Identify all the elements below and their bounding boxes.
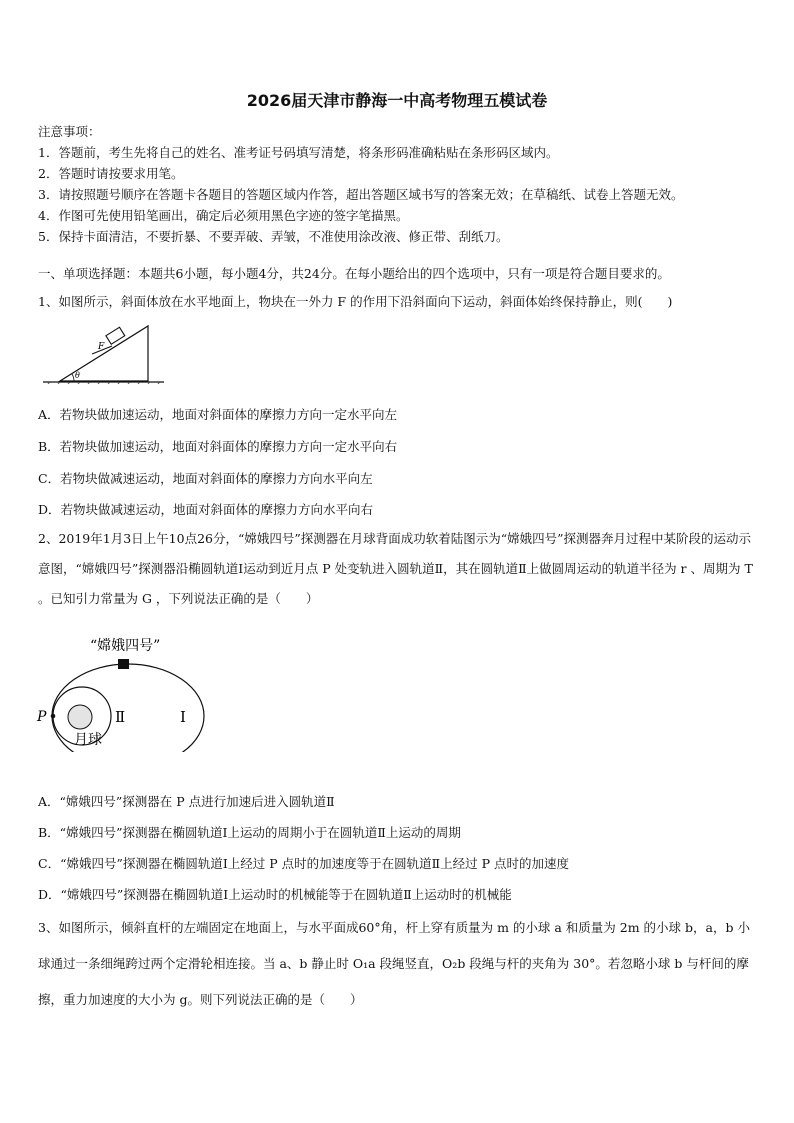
- q3-stem: 3、如图所示，倾斜直杆的左端固定在地面上，与水平面成60°角，杆上穿有质量为 m 的小球 a 和质量为 2m 的小球 b，a，b 小球通过一条细绳跨过两个定滑轮相连接。当 a、b 静止时 O₁a 段绳竖直，O₂b 段绳与杆的夹角为 30°。若忽略小球 b 与杆间的摩擦，重力加速度的大小为 g。则下列说法正确的是（ ）: [38, 920, 750, 1007]
- probe-icon: [118, 659, 129, 669]
- q2-option-d: D．“嫦娥四号”探测器在椭圆轨道Ⅰ上运动时的机械能等于在圆轨道Ⅱ上运动时的机械能: [38, 887, 512, 902]
- point-p: [51, 714, 56, 719]
- note-item: 5．保持卡面清洁，不要折暴、不要弄破、弄皱，不准使用涂改液、修正带、刮纸刀。: [38, 229, 509, 244]
- angle-arc: [72, 374, 74, 381]
- note-item: 4．作图可先使用铅笔画出，确定后必须用黑色字迹的签字笔描黑。: [38, 208, 409, 223]
- q2-option-a: A．“嫦娥四号”探测器在 P 点进行加速后进入圆轨道Ⅱ: [38, 794, 335, 809]
- q1-option-c: C．若物块做减速运动，地面对斜面体的摩擦力方向水平向左: [38, 471, 373, 486]
- q2-option-c: C．“嫦娥四号”探测器在椭圆轨道Ⅰ上经过 P 点时的加速度等于在圆轨道Ⅱ上经过 P 点时的加速度: [38, 856, 569, 871]
- probe-label: “嫦娥四号”: [90, 638, 161, 654]
- angle-label: θ: [75, 371, 80, 380]
- note-item: 1．答题前，考生先将自己的姓名、准考证号码填写清楚，将条形码准确粘贴在条形码区域内。: [38, 145, 559, 160]
- orbit-2-label: Ⅱ: [115, 708, 126, 726]
- force-label: F: [98, 342, 105, 352]
- point-p-label: P: [37, 709, 47, 725]
- orbit-1-label: Ⅰ: [180, 708, 186, 726]
- q1-option-d: D．若物块做减速运动，地面对斜面体的摩擦力方向水平向右: [38, 502, 374, 517]
- note-item: 3．请按照题号顺序在答题卡各题目的答题区域内作答，超出答题区域书写的答案无效；在草稿纸、试卷上答题无效。: [38, 187, 684, 202]
- q2-orbit-figure: [32, 632, 222, 752]
- notes-heading: 注意事项：: [38, 124, 101, 139]
- q2-stem: 2、2019年1月3日上午10点26分，“嫦娥四号”探测器在月球背面成功软着陆图示为“嫦娥四号”探测器奔月过程中某阶段的运动示意图，“嫦娥四号”探测器沿椭圆轨道Ⅰ运动到近月点 P 处变轨进入圆轨道Ⅱ，其在圆轨道Ⅱ上做圆周运动的轨道半径为 r 、周期为 T 。已知引力常量为 G ，下列说法正确的是（ ）: [38, 531, 753, 606]
- page-title: 2026届天津市静海一中高考物理五模试卷: [246, 91, 548, 110]
- notes-block: [38, 121, 683, 247]
- q2-option-b: B．“嫦娥四号”探测器在椭圆轨道Ⅰ上运动的周期小于在圆轨道Ⅱ上运动的周期: [38, 825, 461, 840]
- q1-incline-figure: [40, 322, 170, 384]
- section-heading: 一、单项选择题：本题共6小题，每小题4分，共24分。在每小题给出的四个选项中，只有一项是符合题目要求的。: [38, 266, 670, 281]
- q1-stem: 1、如图所示，斜面体放在水平地面上，物块在一外力 F 的作用下沿斜面向下运动，斜面体始终保持静止，则( ): [38, 294, 673, 309]
- moon-label: 月球: [74, 732, 102, 748]
- incline-wedge: [60, 326, 148, 381]
- note-item: 2．答题时请按要求用笔。: [38, 166, 184, 181]
- q1-option-b: B．若物块做加速运动，地面对斜面体的摩擦力方向一定水平向右: [38, 439, 398, 454]
- q1-option-a: A．若物块做加速运动，地面对斜面体的摩擦力方向一定水平向左: [38, 407, 398, 422]
- moon: [68, 705, 92, 729]
